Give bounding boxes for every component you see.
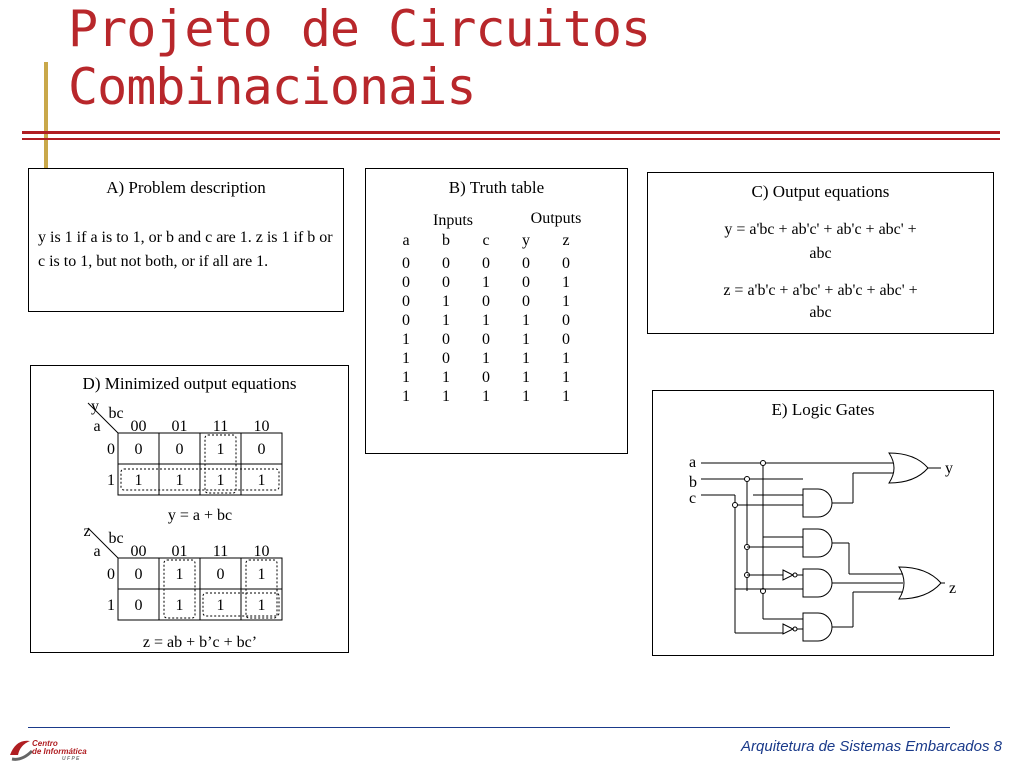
truth-table-cell: 0 — [522, 255, 530, 272]
kmap-cell: 1 — [134, 472, 143, 489]
kmap-cell: 1 — [257, 566, 266, 583]
kmap-cell: 0 — [257, 441, 266, 458]
karnaugh-maps — [31, 366, 348, 652]
inputs-label: Inputs — [433, 212, 473, 229]
footer-text: Arquitetura de Sistemas Embarcados 8 — [741, 738, 1002, 755]
footer-divider — [28, 727, 950, 728]
truth-table-header: a — [402, 232, 410, 249]
truth-table-header: y — [522, 232, 530, 249]
kmap-cell: 1 — [216, 597, 225, 614]
kmap-row-header: 0 — [107, 566, 115, 583]
kmap-cell: 0 — [216, 566, 225, 583]
truth-table-cell: 0 — [442, 255, 450, 272]
or-gate-z — [899, 567, 945, 599]
truth-table-cell: 0 — [562, 312, 570, 329]
title-divider — [22, 131, 1000, 134]
kmap-cell: 1 — [175, 597, 184, 614]
kmap-output-label: z — [83, 523, 91, 540]
outputs-label: Outputs — [530, 210, 582, 227]
kmap-row-header: 1 — [107, 597, 115, 614]
title-line-1: Projeto de Circuitos — [68, 0, 651, 58]
truth-table-cell: 1 — [482, 274, 490, 291]
output-label-z: z — [949, 580, 957, 597]
truth-table-cell: 0 — [402, 293, 410, 310]
logo-line-3: U F P E — [62, 756, 80, 762]
or-gate-y — [889, 453, 941, 483]
truth-table-cell: 0 — [562, 331, 570, 348]
kmap-cell: 0 — [175, 441, 184, 458]
kmap-cell: 1 — [257, 597, 266, 614]
truth-table-cell: 1 — [522, 369, 530, 386]
truth-table-cell: 0 — [402, 274, 410, 291]
kmap-col-var: bc — [108, 530, 124, 547]
truth-table-cell: 1 — [522, 312, 530, 329]
truth-table-cell: 1 — [562, 293, 570, 310]
slide-title — [68, 0, 650, 116]
truth-table-cell: 1 — [402, 331, 410, 348]
truth-table-cell: 0 — [442, 331, 450, 348]
kmap-cell: 1 — [257, 472, 266, 489]
truth-table-cell: 1 — [562, 369, 570, 386]
truth-table-cell: 1 — [562, 350, 570, 367]
title-divider-thin — [22, 138, 1000, 140]
kmap-output-label: y — [91, 398, 99, 415]
truth-table-cell: 0 — [562, 255, 570, 272]
panel-e-title: E) Logic Gates — [771, 400, 875, 419]
kmap-col-header: 10 — [253, 418, 270, 435]
and-gate-2 — [747, 529, 903, 574]
input-label-a: a — [689, 454, 697, 471]
cin-logo — [6, 733, 96, 765]
kmap-col-header: 01 — [171, 418, 188, 435]
truth-table-cell: 1 — [402, 388, 410, 405]
panel-problem-description — [28, 168, 344, 312]
kmap-col-header: 10 — [253, 543, 270, 560]
truth-table-cell: 1 — [482, 350, 490, 367]
input-label-b: b — [689, 474, 697, 491]
truth-table-cell: 1 — [522, 388, 530, 405]
junction-dots — [733, 461, 766, 594]
input-wires — [701, 463, 893, 633]
and-gate-3 — [735, 569, 903, 597]
not-gate-b — [783, 570, 793, 580]
kmap-col-header: 00 — [130, 418, 147, 435]
truth-table-cell: 1 — [442, 293, 450, 310]
truth-table-cell: 1 — [562, 274, 570, 291]
logic-circuit — [653, 391, 993, 655]
truth-table-cell: 0 — [442, 350, 450, 367]
equation-y-line-2: abc — [809, 245, 832, 262]
panel-output-equations — [647, 172, 994, 334]
truth-table-cell: 1 — [522, 331, 530, 348]
truth-table-header: c — [482, 232, 490, 249]
truth-table-cell: 1 — [402, 350, 410, 367]
kmap-cell: 1 — [175, 566, 184, 583]
not-gate-c — [783, 624, 793, 634]
truth-table-header: b — [442, 232, 450, 249]
kmap-cell: 1 — [216, 472, 225, 489]
truth-table-cell: 0 — [522, 293, 530, 310]
truth-table-header: z — [562, 232, 570, 249]
and-gate-4 — [735, 592, 903, 641]
input-label-c: c — [689, 490, 697, 507]
kmap-row-header: 0 — [107, 441, 115, 458]
truth-table-cell: 0 — [482, 369, 490, 386]
panel-c-title: C) Output equations — [751, 182, 890, 201]
kmap-cell: 0 — [134, 566, 143, 583]
kmap-equation: y = a + bc — [167, 507, 233, 524]
kmap-row-var: a — [93, 418, 101, 435]
truth-table-cell: 0 — [482, 293, 490, 310]
truth-table-cell: 1 — [522, 350, 530, 367]
kmap-cell: 0 — [134, 441, 143, 458]
kmap-col-header: 11 — [212, 418, 229, 435]
output-label-y: y — [945, 460, 953, 477]
panel-minimized-equations — [30, 365, 349, 653]
equation-z-line-1: z = a'b'c + a'bc' + ab'c + abc' + — [723, 282, 918, 299]
and-gate-1 — [753, 473, 893, 517]
panel-d-title: D) Minimized output equations — [82, 374, 297, 393]
truth-table-cell: 0 — [442, 274, 450, 291]
logo-line-2: de Informática — [32, 747, 87, 756]
truth-table-cell: 1 — [482, 388, 490, 405]
kmap-cell: 0 — [134, 597, 143, 614]
panel-logic-gates — [652, 390, 994, 656]
truth-table-cell: 1 — [442, 312, 450, 329]
logo-mark-icon — [6, 733, 34, 763]
kmap-row-header: 1 — [107, 472, 115, 489]
problem-text: y is 1 if a is to 1, or b and c are 1. z is 1 if b or c is to 1, but not both, or if all are 1. — [38, 229, 333, 270]
kmap-col-header: 00 — [130, 543, 147, 560]
panel-a-title: A) Problem description — [106, 178, 266, 197]
truth-table-cell: 1 — [482, 312, 490, 329]
truth-table-cell: 1 — [442, 369, 450, 386]
truth-table-cell: 0 — [522, 274, 530, 291]
kmap-col-var: bc — [108, 405, 124, 422]
kmap-row-var: a — [93, 543, 101, 560]
kmap-cell: 1 — [175, 472, 184, 489]
truth-table-cell: 1 — [402, 369, 410, 386]
truth-table-cell: 0 — [402, 312, 410, 329]
equation-z-line-2: abc — [809, 304, 832, 321]
kmap-col-header: 11 — [212, 543, 229, 560]
truth-table-cell: 0 — [482, 255, 490, 272]
panel-truth-table — [365, 168, 628, 454]
truth-table-cell: 1 — [442, 388, 450, 405]
equation-y-line-1: y = a'bc + ab'c' + ab'c + abc' + — [724, 221, 917, 238]
truth-table-cell: 1 — [562, 388, 570, 405]
title-accent-bar — [44, 62, 48, 182]
title-line-2: Combinacionais — [68, 58, 476, 116]
logo-line-1: Centro — [32, 739, 58, 748]
panel-b-title: B) Truth table — [448, 178, 545, 197]
truth-table-cell: 0 — [482, 331, 490, 348]
truth-table-cell: 0 — [402, 255, 410, 272]
kmap-col-header: 01 — [171, 543, 188, 560]
kmap-cell: 1 — [216, 441, 225, 458]
kmap-equation: z = ab + b’c + bc’ — [142, 634, 258, 651]
